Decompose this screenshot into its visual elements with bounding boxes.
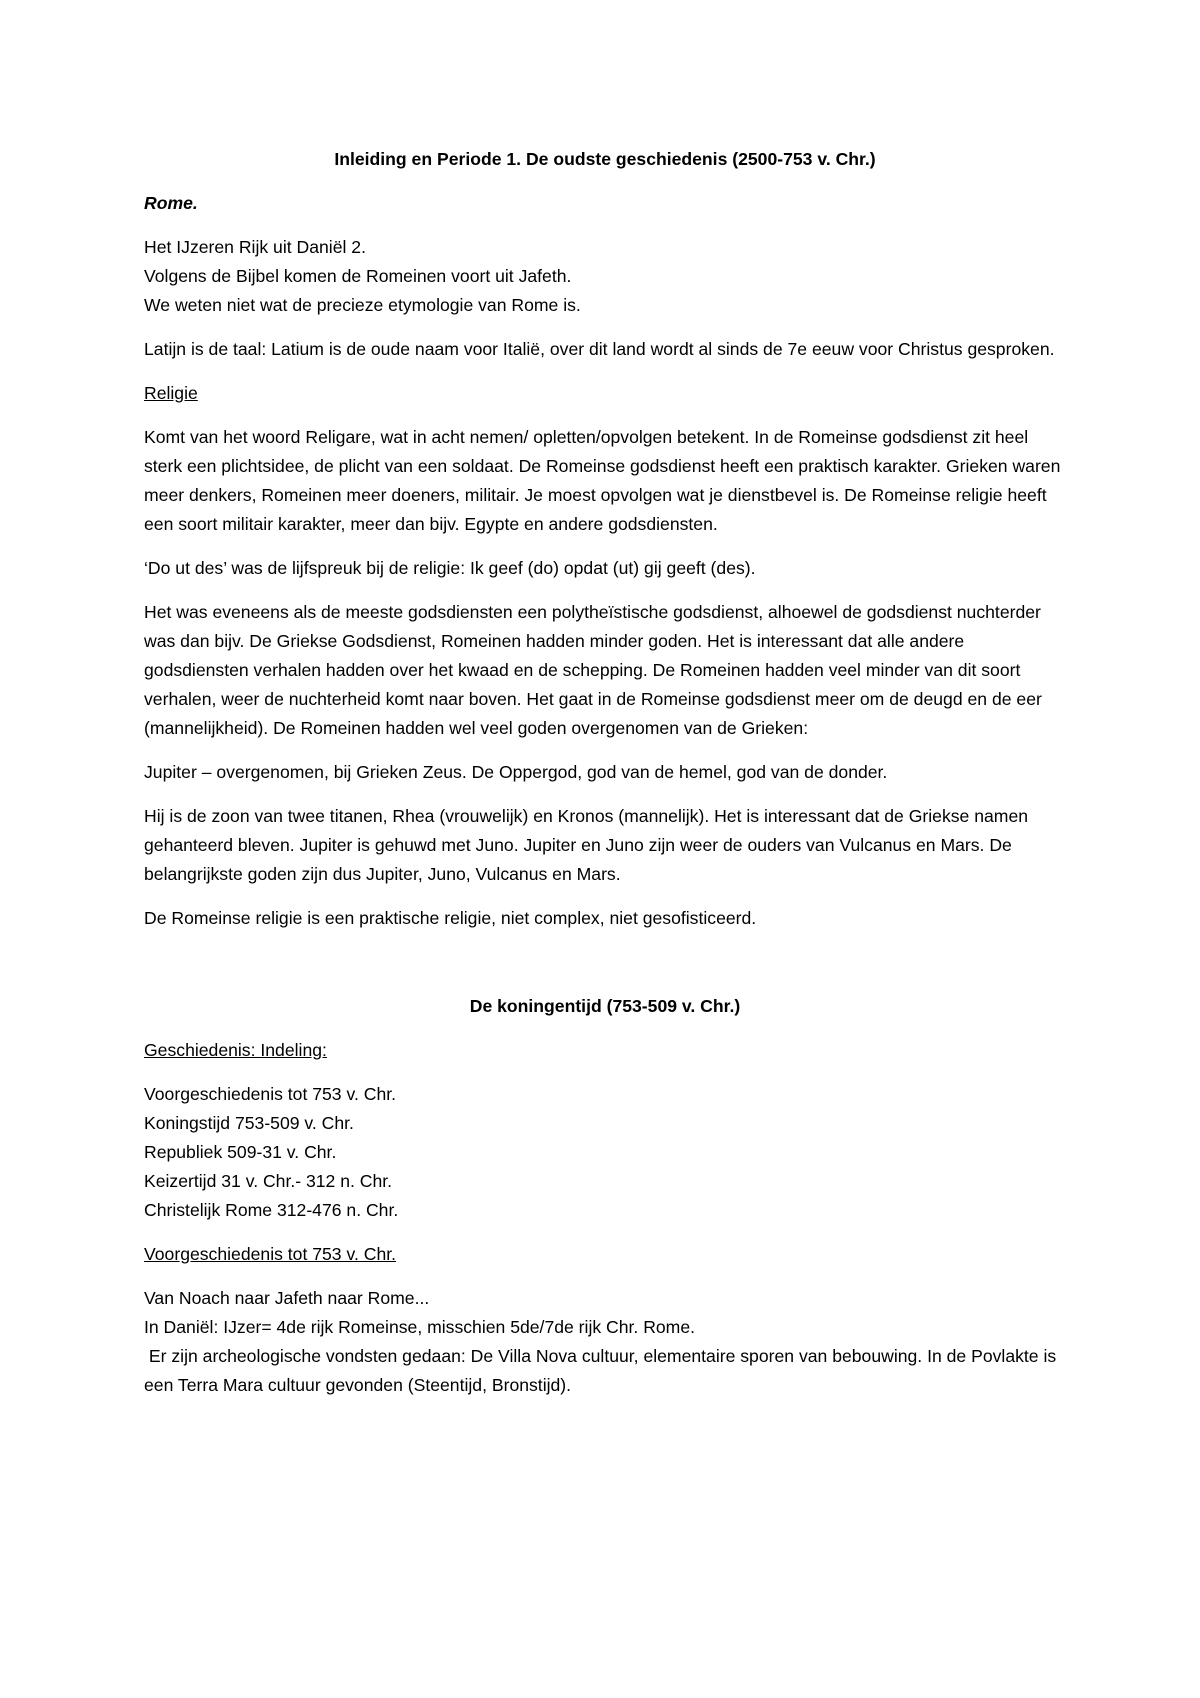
intro-block [144, 233, 1066, 320]
division-item: Keizertijd 31 v. Chr.- 312 n. Chr. [144, 1171, 393, 1191]
division-item: Christelijk Rome 312-476 n. Chr. [144, 1200, 399, 1220]
latin-paragraph: Latijn is de taal: Latium is de oude naam voor Italië, over dit land wordt al sinds de 7e eeuw voor Christus gesproken. [144, 339, 1055, 359]
motto-paragraph: ‘Do ut des’ was de lijfspreuk bij de religie: Ik geef (do) opdat (ut) gij geeft (des). [144, 558, 756, 578]
division-item: Koningstijd 753-509 v. Chr. [144, 1113, 354, 1133]
intro-line: Volgens de Bijbel komen de Romeinen voort uit Jafeth. [144, 266, 572, 286]
titans-paragraph: Hij is de zoon van twee titanen, Rhea (vrouwelijk) en Kronos (mannelijk). Het is interessant dat de Griekse namen gehanteerd bleven. Jupiter is gehuwd met Juno. Jupiter en Juno zijn weer de ouders van Vulcanus en Mars. De belangrijkste goden zijn dus Jupiter, Juno, Vulcanus en Mars. [144, 806, 1029, 884]
prehistory-line: Van Noach naar Jafeth naar Rome... [144, 1288, 430, 1308]
section-title-kings: De koningentijd (753-509 v. Chr.) [469, 996, 741, 1016]
division-heading: Geschiedenis: Indeling: [144, 1040, 327, 1060]
prehistory-block [144, 1284, 1066, 1400]
religion-paragraph: Komt van het woord Religare, wat in acht nemen/ opletten/opvolgen betekent. In de Romeinse godsdienst zit heel sterk een plichtsidee, de plicht van een soldaat. De Romeinse godsdienst heeft een praktisch karakter. Grieken waren meer denkers, Romeinen meer doeners, militair. Je moest opvolgen wat je dienstbevel is. De Romeinse religie heeft een soort militair karakter, meer dan bijv. Egypte en andere godsdiensten. [144, 427, 1061, 534]
prehistory-heading: Voorgeschiedenis tot 753 v. Chr. [144, 1244, 397, 1264]
religion-heading: Religie [144, 383, 198, 403]
subtitle-rome: Rome. [144, 193, 198, 213]
division-list [144, 1080, 1066, 1225]
intro-line: Het IJzeren Rijk uit Daniël 2. [144, 237, 366, 257]
intro-line: We weten niet wat de precieze etymologie van Rome is. [144, 295, 581, 315]
division-item: Republiek 509-31 v. Chr. [144, 1142, 337, 1162]
section-spacer [144, 948, 1066, 992]
division-item: Voorgeschiedenis tot 753 v. Chr. [144, 1084, 397, 1104]
prehistory-line: In Daniël: IJzer= 4de rijk Romeinse, misschien 5de/7de rijk Chr. Rome. [144, 1317, 696, 1337]
section-title-period-1: Inleiding en Periode 1. De oudste geschiedenis (2500-753 v. Chr.) [334, 149, 876, 169]
jupiter-paragraph: Jupiter – overgenomen, bij Grieken Zeus. De Oppergod, god van de hemel, god van de donder. [144, 762, 888, 782]
polytheism-paragraph: Het was eveneens als de meeste godsdiensten een polytheïstische godsdienst, alhoewel de godsdienst nuchterder was dan bijv. De Griekse Godsdienst, Romeinen hadden minder goden. Het is interessant dat alle andere godsdiensten verhalen hadden over het kwaad en de schepping. De Romeinen hadden veel minder van dit soort verhalen, weer de nuchterheid komt naar boven. Het gaat in de Romeinse godsdienst meer om de deugd en de eer (mannelijkheid). De Romeinen hadden wel veel goden overgenomen van de Grieken: [144, 602, 1042, 738]
prehistory-line: Er zijn archeologische vondsten gedaan: De Villa Nova cultuur, elementaire sporen van bebouwing. In de Povlakte is een Terra Mara cultuur gevonden (Steentijd, Bronstijd). [144, 1346, 1062, 1395]
document-content [144, 145, 1066, 1400]
practical-religion-paragraph: De Romeinse religie is een praktische religie, niet complex, niet gesofisticeerd. [144, 908, 757, 928]
